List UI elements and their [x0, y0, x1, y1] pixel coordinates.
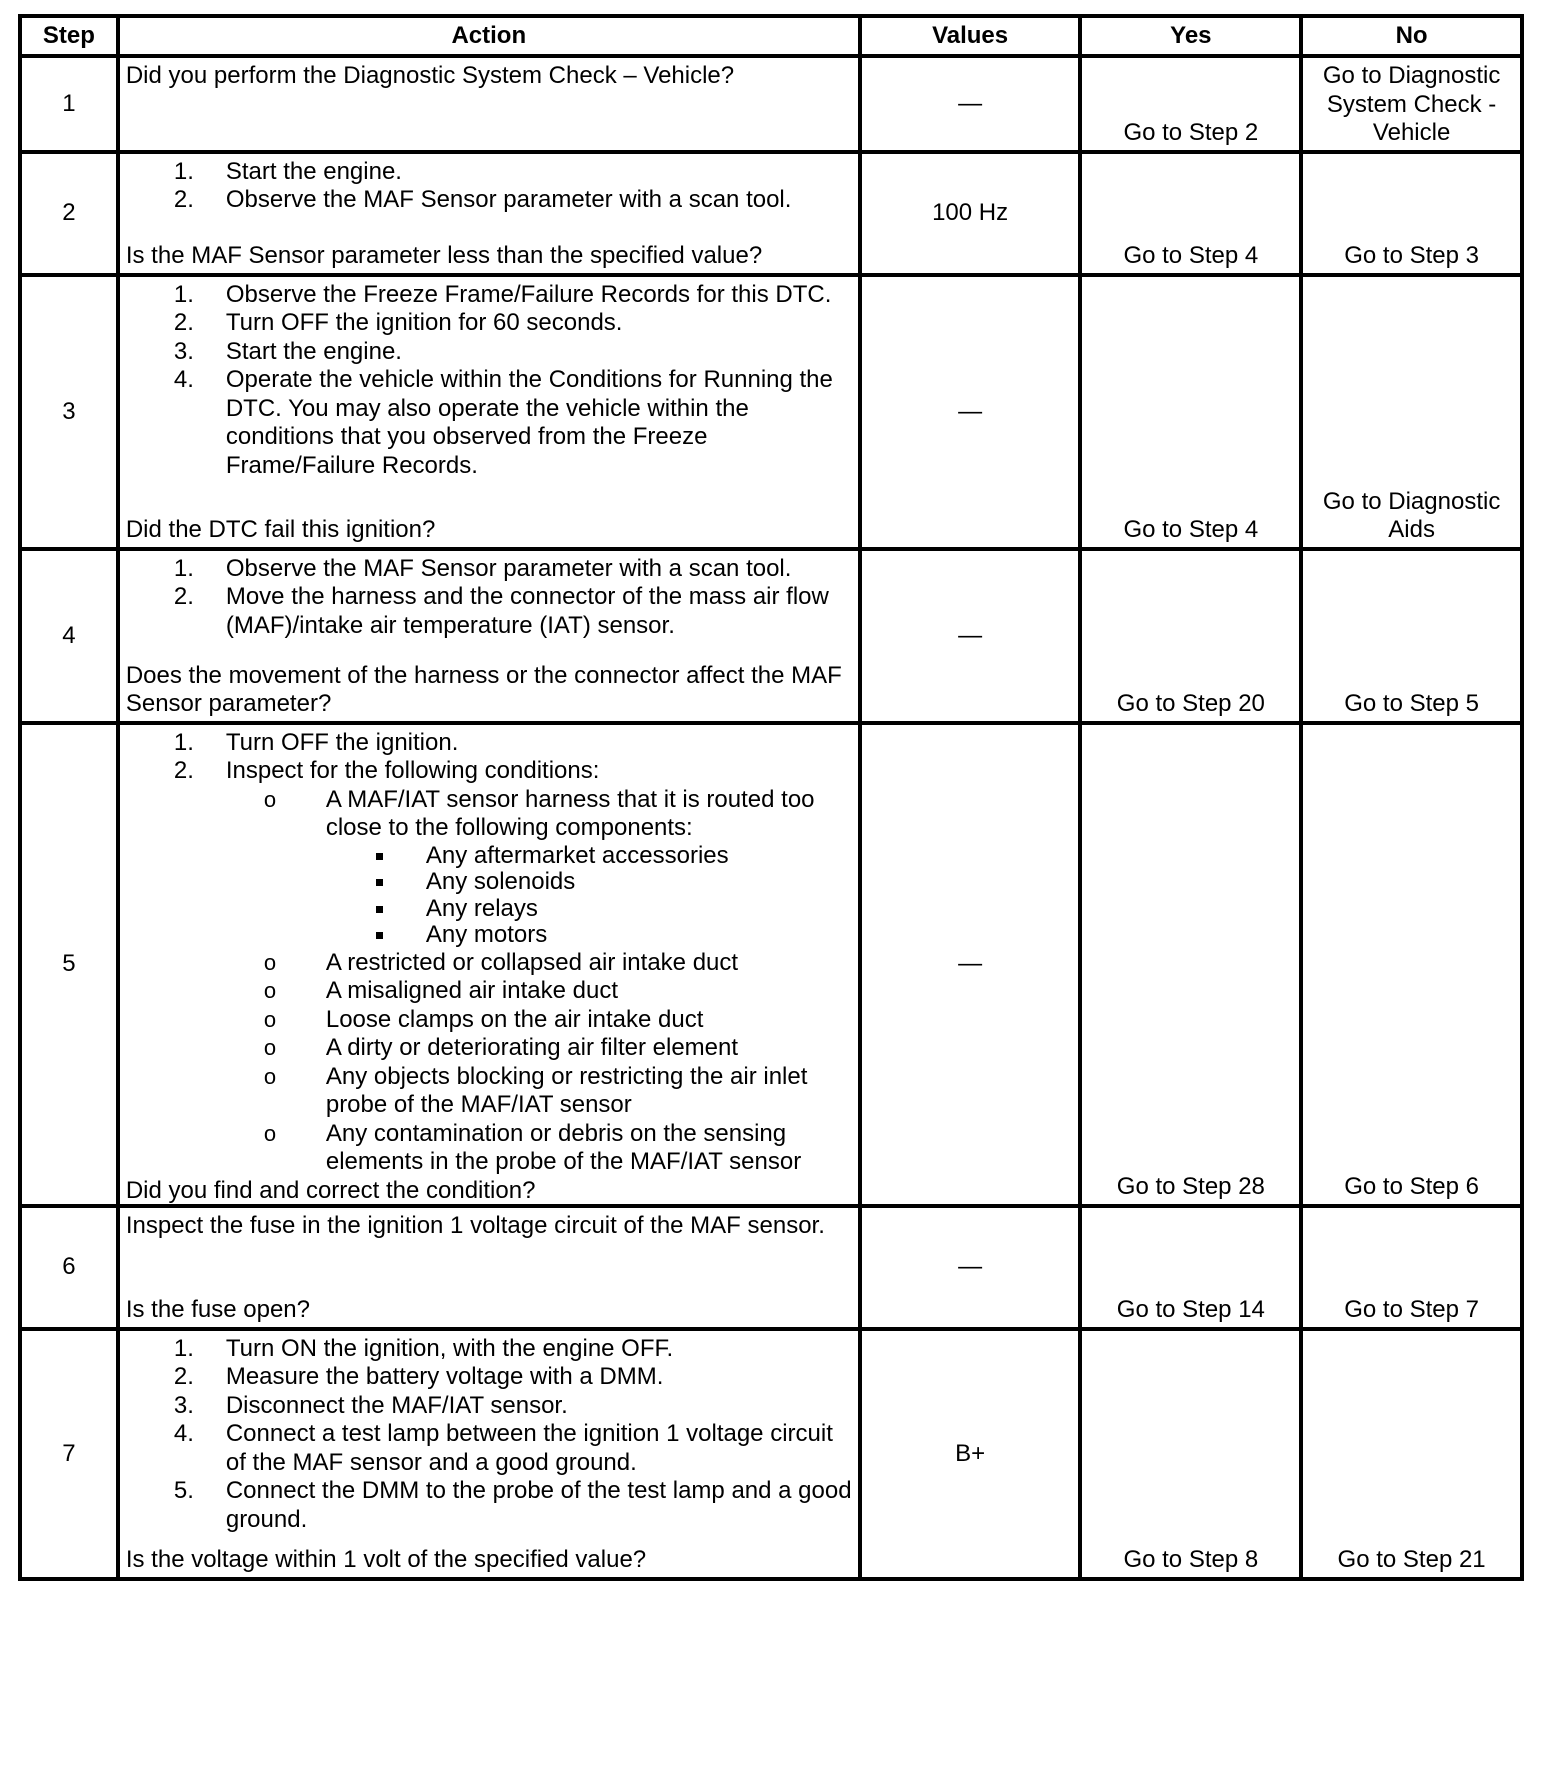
- value-cell: —: [860, 1206, 1081, 1329]
- yes-cell: Go to Step 2: [1080, 56, 1301, 152]
- action-question: Is the voltage within 1 volt of the specified value?: [125, 1546, 647, 1573]
- header-no: No: [1301, 16, 1522, 56]
- action-cell: [118, 1206, 860, 1329]
- step-list: [126, 555, 852, 641]
- yes-cell: Go to Step 8: [1080, 1329, 1301, 1579]
- list-item: 2. Move the harness and the connector of the mass air flow (MAF)/intake air temperature (IAT) sensor.: [173, 583, 829, 639]
- list-item: 5. Connect the DMM to the probe of the test lamp and a good ground.: [173, 1477, 852, 1533]
- action-cell: [118, 56, 860, 152]
- step-number: 1: [20, 56, 118, 152]
- list-item: 3. Start the engine.: [173, 337, 402, 365]
- step-number: 3: [20, 275, 118, 549]
- step-number: 4: [20, 549, 118, 723]
- list-item: 2. Measure the battery voltage with a DMM.: [173, 1363, 664, 1390]
- list-item: 1. Observe the Freeze Frame/Failure Records for this DTC.: [173, 280, 832, 308]
- table-row: [20, 723, 1522, 1206]
- list-item: 2. Observe the MAF Sensor parameter with a scan tool.: [173, 186, 792, 213]
- table-row: [20, 1206, 1522, 1329]
- value-cell: B+: [860, 1329, 1081, 1579]
- header-values: Values: [860, 16, 1081, 56]
- list-item: o A MAF/IAT sensor harness that it is routed too close to the following components: Any aftermarket accessories Any solenoids Any relays Any motors: [126, 786, 852, 949]
- step-number: 5: [20, 723, 118, 1206]
- component-list: [126, 843, 852, 949]
- no-cell: Go to Step 3: [1301, 152, 1522, 275]
- table-row: [20, 275, 1522, 549]
- list-item: Any relays: [126, 896, 852, 923]
- list-item: Any aftermarket accessories: [126, 843, 852, 870]
- step-list: [126, 729, 852, 1177]
- action-cell: [118, 723, 860, 1206]
- action-cell: [118, 275, 860, 549]
- table-row: [20, 1329, 1522, 1579]
- list-item: Any solenoids: [126, 869, 852, 896]
- list-item: 1. Turn ON the ignition, with the engine OFF.: [173, 1334, 674, 1362]
- action-question: Did you find and correct the condition?: [125, 1176, 536, 1204]
- list-item: o Any objects blocking or restricting the air inlet probe of the MAF/IAT sensor: [263, 1062, 808, 1118]
- list-item: o A misaligned air intake duct: [263, 977, 619, 1004]
- list-item: 2. Inspect for the following conditions: o A MAF/IAT sensor harness that it is routed too close to the following components: Any aftermarket accessories Any solenoids Any relays Any motors o A restricted or collapsed air intake duct o A misaligned air intake duct o Loose clamps on the air intake duct o A dirty or deteriorating air filter element o Any objects blocking or restricting the air inlet probe of the MAF/IAT sensor o Any contamination or debris on the sensing elements in the probe of the MAF/IAT sensor: [126, 757, 852, 1177]
- list-item: o A restricted or collapsed air intake duct: [263, 948, 739, 976]
- yes-cell: Go to Step 14: [1080, 1206, 1301, 1329]
- no-cell: Go to Diagnostic System Check - Vehicle: [1301, 56, 1522, 152]
- list-item: Any motors: [126, 922, 852, 949]
- action-text: Did you perform the Diagnostic System Check – Vehicle?: [125, 62, 735, 89]
- diagnostic-table: [18, 14, 1524, 1581]
- yes-cell: Go to Step 20: [1080, 549, 1301, 723]
- action-question: Is the fuse open?: [125, 1296, 310, 1323]
- list-item: 2. Turn OFF the ignition for 60 seconds.: [173, 309, 623, 336]
- header-yes: Yes: [1080, 16, 1301, 56]
- action-question: Does the movement of the harness or the connector affect the MAF Sensor parameter?: [125, 661, 842, 717]
- action-cell: [118, 549, 860, 723]
- value-cell: 100 Hz: [860, 152, 1081, 275]
- value-cell: —: [860, 275, 1081, 549]
- step-number: 6: [20, 1206, 118, 1329]
- step-list: [126, 281, 852, 481]
- list-item: 1. Observe the MAF Sensor parameter with a scan tool.: [173, 554, 792, 582]
- no-cell: Go to Step 5: [1301, 549, 1522, 723]
- value-cell: —: [860, 723, 1081, 1206]
- action-cell: [118, 152, 860, 275]
- yes-cell: Go to Step 28: [1080, 723, 1301, 1206]
- header-row: [20, 16, 1522, 56]
- list-item: 1. Start the engine.: [173, 157, 402, 185]
- header-action: Action: [118, 16, 860, 56]
- list-item: o Loose clamps on the air intake duct: [263, 1005, 704, 1033]
- no-cell: Go to Step 21: [1301, 1329, 1522, 1579]
- action-cell: [118, 1329, 860, 1579]
- yes-cell: Go to Step 4: [1080, 275, 1301, 549]
- list-item: o A dirty or deteriorating air filter element: [263, 1034, 739, 1061]
- table-row: [20, 549, 1522, 723]
- table-row: [20, 56, 1522, 152]
- header-step: Step: [20, 16, 118, 56]
- table-row: [20, 152, 1522, 275]
- step-number: 7: [20, 1329, 118, 1579]
- list-item: 1. Turn OFF the ignition.: [173, 728, 459, 756]
- action-text: Inspect the fuse in the ignition 1 voltage circuit of the MAF sensor.: [125, 1211, 825, 1239]
- step-list: [126, 1335, 852, 1535]
- action-question: Is the MAF Sensor parameter less than the specified value?: [125, 242, 763, 269]
- step-list: [126, 158, 852, 215]
- no-cell: Go to Step 6: [1301, 723, 1522, 1206]
- list-item: o Any contamination or debris on the sensing elements in the probe of the MAF/IAT sensor: [263, 1119, 802, 1175]
- value-cell: —: [860, 549, 1081, 723]
- no-cell: Go to Diagnostic Aids: [1301, 275, 1522, 549]
- yes-cell: Go to Step 4: [1080, 152, 1301, 275]
- list-item: 4. Connect a test lamp between the ignition 1 voltage circuit of the MAF sensor and a good ground.: [173, 1420, 833, 1476]
- list-item: 4. Operate the vehicle within the Conditions for Running the DTC. You may also operate the vehicle within the conditions that you observed from the Freeze Frame/Failure Records.: [173, 366, 833, 479]
- condition-list: [126, 786, 852, 1177]
- step-number: 2: [20, 152, 118, 275]
- action-question: Did the DTC fail this ignition?: [125, 516, 436, 543]
- value-cell: —: [860, 56, 1081, 152]
- list-item: 3. Disconnect the MAF/IAT sensor.: [173, 1391, 568, 1419]
- no-cell: Go to Step 7: [1301, 1206, 1522, 1329]
